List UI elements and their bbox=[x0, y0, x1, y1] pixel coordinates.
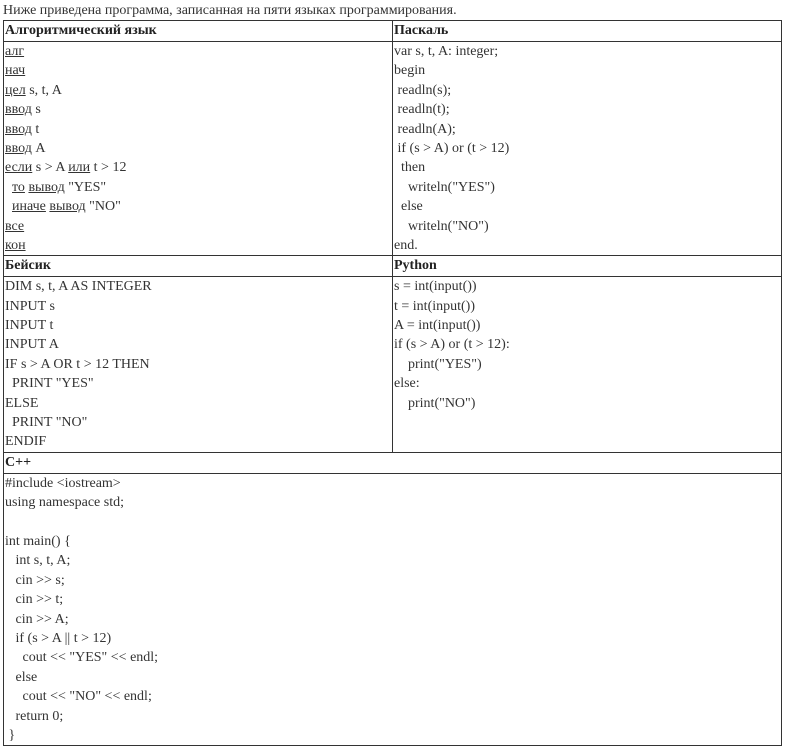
algo-code-line bbox=[5, 42, 392, 61]
pascal-code-line: then bbox=[394, 160, 426, 176]
algo-code-text: "YES" bbox=[64, 179, 107, 195]
algo-code-text: s > A bbox=[32, 160, 69, 176]
algo-code-line bbox=[5, 158, 392, 177]
pascal-code-line: readln(s); bbox=[394, 82, 452, 98]
programs-table bbox=[3, 20, 782, 746]
cpp-code-line: cin >> t; bbox=[5, 592, 64, 608]
algo-code-line bbox=[5, 236, 392, 255]
cpp-code-line: if (s > A || t > 12) bbox=[5, 630, 112, 646]
algo-code-line bbox=[5, 217, 392, 236]
algo-code-line bbox=[5, 120, 392, 139]
cpp-code-line: cout << "YES" << endl; bbox=[5, 650, 159, 666]
header-row-3 bbox=[4, 452, 782, 473]
algo-keyword: все bbox=[5, 218, 25, 234]
algo-code-text bbox=[5, 199, 12, 214]
code-row-2 bbox=[4, 277, 782, 453]
python-code-line: s = int(input()) bbox=[394, 279, 477, 295]
header-cpp: C++ bbox=[4, 452, 782, 473]
cpp-code-line: int main() { bbox=[5, 533, 71, 549]
pascal-code-line: writeln("YES") bbox=[394, 179, 495, 195]
cpp-code-line: int s, t, A; bbox=[5, 553, 71, 569]
header-row-2 bbox=[4, 256, 782, 277]
header-basic: Бейсик bbox=[4, 256, 393, 277]
code-row-3 bbox=[4, 473, 782, 745]
algo-keyword: алг bbox=[5, 44, 25, 59]
algo-code-line bbox=[5, 197, 392, 216]
algo-code-text: t bbox=[31, 121, 40, 137]
algo-code-text: t > 12 bbox=[90, 160, 127, 176]
python-code-cell bbox=[393, 277, 782, 453]
header-algo: Алгоритмический язык bbox=[4, 21, 393, 42]
pascal-code-line: readln(t); bbox=[394, 102, 450, 118]
basic-code-line: INPUT s bbox=[5, 298, 55, 314]
python-code-line: print("YES") bbox=[394, 356, 482, 372]
basic-code-line: INPUT A bbox=[5, 337, 59, 353]
basic-code-line: PRINT "YES" bbox=[5, 376, 94, 392]
basic-code-line: PRINT "NO" bbox=[5, 415, 88, 431]
cpp-code-line: } bbox=[5, 727, 16, 743]
algo-code-line bbox=[5, 178, 392, 197]
pascal-code-line: readln(A); bbox=[394, 121, 456, 137]
basic-code-line: ELSE bbox=[5, 395, 39, 411]
algo-keyword: ввод bbox=[5, 102, 32, 118]
algo-code-line bbox=[5, 61, 392, 80]
algo-keyword: то bbox=[12, 179, 25, 195]
cpp-code-line: cin >> s; bbox=[5, 572, 65, 588]
algo-keyword: вывод bbox=[49, 199, 86, 215]
cpp-code-line: else bbox=[5, 669, 38, 685]
algo-keyword: или bbox=[68, 160, 91, 176]
algo-code-cell bbox=[4, 42, 393, 256]
pascal-code-line: begin bbox=[394, 63, 426, 79]
algo-keyword: цел bbox=[5, 82, 26, 98]
pascal-code-line: if (s > A) or (t > 12) bbox=[394, 140, 510, 156]
header-pascal: Паскаль bbox=[393, 21, 782, 42]
algo-code-line bbox=[5, 139, 392, 158]
cpp-code-line: using namespace std; bbox=[5, 495, 124, 511]
header-row-1 bbox=[4, 21, 782, 42]
basic-code-line: INPUT t bbox=[5, 318, 54, 334]
cpp-code-line: cout << "NO" << endl; bbox=[5, 689, 152, 705]
algo-keyword: вывод bbox=[28, 179, 65, 195]
pascal-code-line: else bbox=[394, 199, 423, 215]
algo-code-text: A bbox=[31, 140, 46, 156]
basic-code-line: ENDIF bbox=[5, 434, 47, 450]
code-row-1 bbox=[4, 42, 782, 256]
cpp-code-line: return 0; bbox=[5, 708, 64, 724]
pascal-code-line: end. bbox=[394, 237, 418, 253]
algo-keyword: нач bbox=[5, 63, 26, 79]
cpp-code-line bbox=[5, 513, 781, 532]
cpp-code-cell bbox=[4, 473, 782, 745]
python-code-line: t = int(input()) bbox=[394, 298, 475, 314]
algo-code-text: s bbox=[31, 102, 41, 118]
algo-code-text: "NO" bbox=[85, 199, 121, 215]
python-code-line: else: bbox=[394, 376, 420, 392]
pascal-code-line: writeln("NO") bbox=[394, 218, 489, 234]
algo-code-line bbox=[5, 81, 392, 100]
algo-keyword: если bbox=[5, 160, 33, 176]
cpp-code-line: cin >> A; bbox=[5, 611, 69, 627]
algo-code-text bbox=[5, 180, 12, 195]
python-code-line: if (s > A) or (t > 12): bbox=[394, 337, 510, 353]
basic-code-line: IF s > A OR t > 12 THEN bbox=[5, 356, 150, 372]
algo-keyword: иначе bbox=[12, 199, 46, 215]
basic-code-cell bbox=[4, 277, 393, 453]
python-code-line: print("NO") bbox=[394, 395, 476, 411]
algo-keyword: кон bbox=[5, 237, 26, 253]
basic-code-line: DIM s, t, A AS INTEGER bbox=[5, 279, 152, 295]
pascal-code-line: var s, t, A: integer; bbox=[394, 44, 499, 59]
algo-keyword: ввод bbox=[5, 121, 32, 137]
intro-text: Ниже приведена программа, записанная на пяти языках программирования. bbox=[3, 3, 457, 18]
algo-keyword: ввод bbox=[5, 140, 32, 156]
algo-code-text: s, t, A bbox=[25, 82, 62, 98]
algo-code-line bbox=[5, 100, 392, 119]
pascal-code-cell bbox=[393, 42, 782, 256]
cpp-code-line: #include <iostream> bbox=[5, 475, 121, 491]
python-code-line: A = int(input()) bbox=[394, 318, 481, 334]
header-python: Python bbox=[393, 256, 782, 277]
